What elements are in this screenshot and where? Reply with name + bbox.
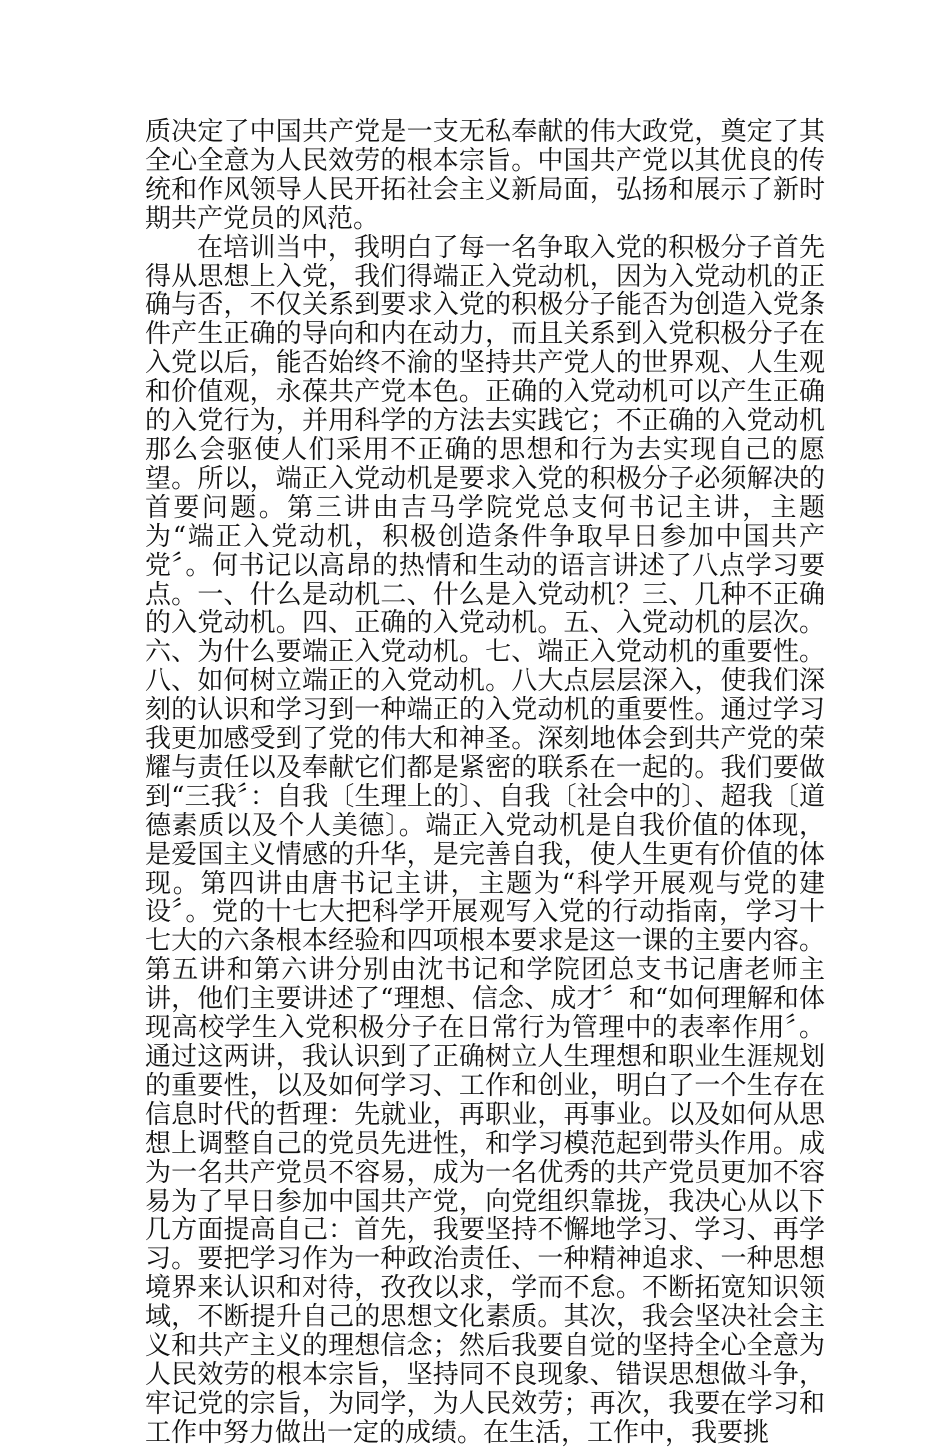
- paragraph-continuation: 质决定了中国共产党是一支无私奉献的伟大政党，奠定了其全心全意为人民效劳的根本宗旨。中国共产党以其优良的传统和作风领导人民开拓社会主义新局面，弘扬和展示了新时期共产党员的风范。: [145, 117, 825, 234]
- paragraph-training: 在培训当中，我明白了每一名争取入党的积极分子首先得从思想上入党，我们得端正入党动机，因为入党动机的正确与否，不仅关系到要求入党的积极分子能否为创造入党条件产生正确的导向和内在动力，而且关系到入党积极分子在入党以后，能否始终不渝的坚持共产党人的世界观、人生观和价值观，永葆共产党本色。正确的入党动机可以产生正确的入党行为，并用科学的方法去实践它；不正确的入党动机那么会驱使人们采用不正确的思想和行为去实现自己的愿望。所以，端正入党动机是要求入党的积极分子必须解决的首要问题。第三讲由吉马学院党总支何书记主讲，主题为“端正入党动机，积极创造条件争取早日参加中国共产党〞。何书记以高昂的热情和生动的语言讲述了八点学习要点。一、什么是动机二、什么是入党动机？三、几种不正确的入党动机。四、正确的入党动机。五、入党动机的层次。六、为什么要端正入党动机。七、端正入党动机的重要性。八、如何树立端正的入党动机。八大点层层深入，使我们深刻的认识和学习到一种端正的入党动机的重要性。通过学习我更加感受到了党的伟大和神圣。深刻地体会到共产党的荣耀与责任以及奉献它们都是紧密的联系在一起的。我们要做到“三我〞：自我〔生理上的〕、自我〔社会中的〕、超我〔道德素质以及个人美德〕。端正入党动机是自我价值的体现，是爱国主义情感的升华，是完善自我，使人生更有价值的体现。第四讲由唐书记主讲，主题为“科学开展观与党的建设〞。党的十七大把科学开展观写入党的行动指南，学习十七大的六条根本经验和四项根本要求是这一课的主要内容。第五讲和第六讲分别由沈书记和学院团总支书记唐老师主讲，他们主要讲述了“理想、信念、成才〞和“如何理解和体现高校学生入党积极分子在日常行为管理中的表率作用〞。通过这两讲，我认识到了正确树立人生理想和职业生涯规划的重要性，以及如何学习、工作和创业，明白了一个生存在信息时代的哲理：先就业，再职业，再事业。以及如何从思想上调整自己的党员先进性，和学习模范起到带头作用。成为一名共产党员不容易，成为一名优秀的共产党员更加不容易为了早日参加中国共产党，向党组织靠拢，我决心从以下几方面提高自己：首先，我要坚持不懈地学习、学习、再学习。要把学习作为一种政治责任、一种精神追求、一种思想境界来认识和对待，孜孜以求，学而不怠。不断拓宽知识领域，不断提升自己的思想文化素质。其次，我会坚决社会主义和共产主义的理想信念；然后我要自觉的坚持全心全意为人民效劳的根本宗旨，坚持同不良现象、错误思想做斗争，牢记党的宗旨，为同学，为人民效劳；再次，我要在学习和工作中努力做出一定的成绩。在生活，工作中，我要挑: [145, 232, 825, 1448]
- document-body: [145, 118, 825, 1448]
